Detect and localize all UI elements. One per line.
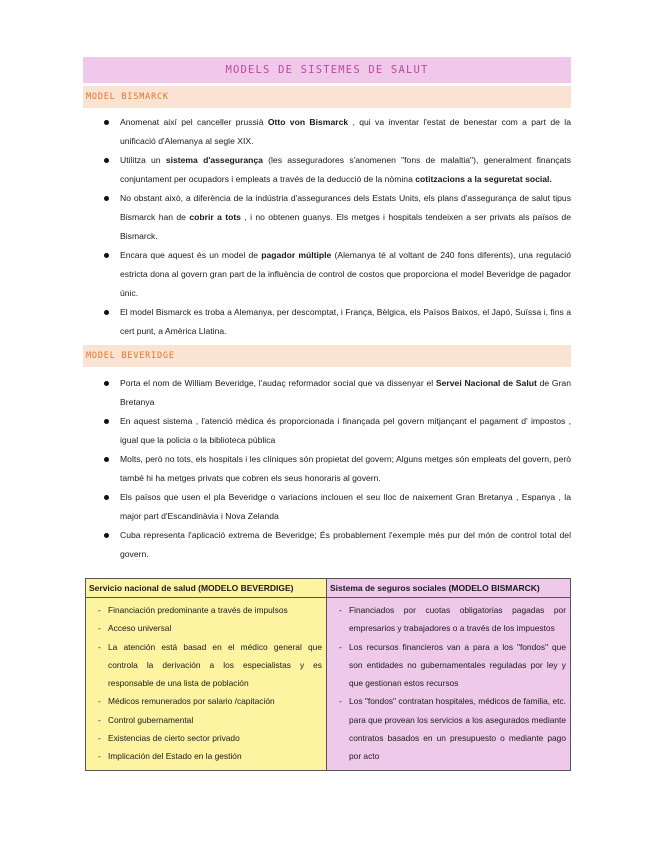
dash-icon: - bbox=[98, 623, 101, 634]
page-title: MODELS DE SISTEMES DE SALUT bbox=[83, 57, 571, 83]
body-text: Els països que usen el pla Beveridge o variacions inclouen el seu lloc de naixement Gran Bretanya , Espanya , la major part d'Escandinàvia i Nova Zelanda bbox=[120, 492, 571, 521]
bold-text: Servei Nacional de Salut bbox=[435, 378, 537, 388]
table-item-text: Médicos remunerados por salario /capitación bbox=[108, 696, 275, 707]
body-text: Anomenat així pel canceller prussià bbox=[120, 117, 268, 127]
table-list-item bbox=[86, 692, 322, 710]
bullet-item bbox=[83, 151, 571, 189]
bullet-list bbox=[83, 374, 571, 564]
body-text: Encara que aquest és un model de bbox=[120, 250, 262, 260]
body-text: Porta el nom de William Beveridge, l'audaç reformador social que va dissenyar el bbox=[120, 378, 436, 388]
bullet-item bbox=[83, 246, 571, 303]
table-list-item bbox=[86, 711, 322, 729]
bullet-item bbox=[83, 303, 571, 341]
table-list-item bbox=[86, 601, 322, 619]
document-page bbox=[83, 57, 571, 568]
bullet-icon bbox=[104, 419, 109, 424]
bullet-icon bbox=[104, 310, 109, 315]
table-item-text: Existencias de cierto sector privado bbox=[108, 733, 240, 744]
dash-icon: - bbox=[339, 641, 342, 652]
table-item-text: Los recursos financieros van a para a los "fondos" que son entidades no gubernamentales reguladas por ley y que gestionan estos recursos bbox=[349, 641, 566, 689]
bold-text: pagador múltiple bbox=[261, 250, 332, 260]
body-text: Cuba representa l'aplicació extrema de Beveridge; És probablement l'exemple més pur del món de control total del govern. bbox=[120, 530, 571, 559]
table-cell-bismarck bbox=[327, 598, 571, 771]
table-cell-beveridge bbox=[86, 598, 327, 771]
table-item-text: La atención está basad en el médico general que controla la derivación a los especialistas y es responsable de una lista de población bbox=[108, 641, 322, 689]
table-list-item bbox=[86, 747, 322, 765]
body-text: No obstant això, a diferència de la indústria d'assegurances dels Estats Units, els plans d'assegurança de salut tipus Bismarck han de bbox=[120, 193, 571, 222]
bullet-item bbox=[83, 189, 571, 246]
body-text: , qui va inventar l'estat de benestar com a part de la unificació d'Alemanya al segle XIX. bbox=[120, 117, 571, 146]
table-list-item bbox=[327, 601, 566, 638]
dash-icon: - bbox=[98, 641, 101, 652]
bullet-item bbox=[83, 450, 571, 488]
dash-icon: - bbox=[98, 733, 101, 744]
table-item-text: Financiación predominante a través de impulsos bbox=[108, 605, 288, 615]
section-heading: MODEL BISMARCK bbox=[83, 86, 571, 108]
bullet-icon bbox=[104, 381, 109, 386]
body-text: Utilitza un bbox=[120, 155, 166, 165]
bullet-item bbox=[83, 526, 571, 564]
table-item-text: Acceso universal bbox=[108, 623, 172, 634]
bullet-icon bbox=[104, 495, 109, 500]
dash-icon: - bbox=[98, 751, 101, 762]
dash-icon: - bbox=[98, 605, 101, 615]
table-item-text: Los "fondos" contratan hospitales, médicos de familia, etc. para que provean los servicios a los asegurados mediante contratos basados en un presupuesto o mediante pago por acto bbox=[349, 696, 566, 762]
section-bismarck bbox=[83, 86, 571, 341]
bullet-icon bbox=[104, 253, 109, 258]
bullet-icon bbox=[104, 158, 109, 163]
table-header-beveridge: Servicio nacional de salud (MODELO BEVERDIGE) bbox=[86, 579, 327, 598]
body-text: El model Bismarck es troba a Alemanya, per descomptat, i França, Bèlgica, els Països Baixos, el Japó, Suïssa i, fins a cert punt, a Amèrica Llatina. bbox=[120, 307, 571, 336]
table-item-text: Implicación del Estado en la gestión bbox=[108, 751, 242, 762]
bullet-list bbox=[83, 113, 571, 341]
table-item-text: Financiados por cuotas obligatorias pagadas por empresarios y trabajadores o a través de los impuestos bbox=[349, 605, 566, 634]
section-beveridge bbox=[83, 345, 571, 564]
bullet-icon bbox=[104, 533, 109, 538]
bold-text: cobrir a tots bbox=[189, 212, 241, 222]
table-item-text: Control gubernamental bbox=[108, 714, 194, 725]
bullet-item bbox=[83, 488, 571, 526]
body-text: , i no obtenen guanys. Els metges i hospitals tendeixen a ser privats als països de Bismarck. bbox=[120, 212, 571, 241]
bullet-item bbox=[83, 412, 571, 450]
dash-icon: - bbox=[339, 696, 342, 707]
dash-icon: - bbox=[98, 714, 101, 725]
bullet-icon bbox=[104, 120, 109, 125]
bullet-item bbox=[83, 374, 571, 412]
table-list-item bbox=[86, 619, 322, 637]
bold-text: sistema d'assegurança bbox=[165, 155, 263, 165]
body-text: (les asseguradores s'anomenen "fons de malaltia"), generalment finançats conjuntament per ocupadors i empleats a través de la deducció de la nòmina bbox=[120, 155, 571, 184]
body-text: (Alemanya té al voltant de 240 fons diferents), una regulació estricta dona al govern gran part de la influència de control de costos que proporciona el model Beveridge de pagador únic. bbox=[120, 250, 571, 298]
section-heading: MODEL BEVERIDGE bbox=[83, 345, 571, 367]
dash-icon: - bbox=[98, 696, 101, 707]
bold-text: cotitzacions a la seguretat social. bbox=[415, 174, 552, 184]
table-list-item bbox=[86, 729, 322, 747]
comparison-table bbox=[85, 578, 571, 771]
dash-icon: - bbox=[339, 605, 342, 615]
bullet-icon bbox=[104, 196, 109, 201]
bullet-icon bbox=[104, 457, 109, 462]
table-header-bismarck: Sistema de seguros sociales (MODELO BISMARCK) bbox=[327, 579, 571, 598]
table-list-item bbox=[327, 638, 566, 693]
bold-text: Otto von Bismarck bbox=[267, 117, 349, 127]
body-text: Molts, però no tots, els hospitals i les clíniques són propietat del govern; Alguns metges són empleats del govern, però també hi ha metges privats que cobren els seus honoraris al govern. bbox=[120, 454, 571, 483]
body-text: de Gran Bretanya bbox=[120, 378, 571, 407]
body-text: En aquest sistema , l'atenció mèdica és proporcionada i finançada pel govern mitjançant el pagament d' impostos , igual que la policia o la biblioteca pública bbox=[120, 416, 571, 445]
table-list-item bbox=[86, 638, 322, 693]
table-list-item bbox=[327, 692, 566, 765]
bullet-item bbox=[83, 113, 571, 151]
